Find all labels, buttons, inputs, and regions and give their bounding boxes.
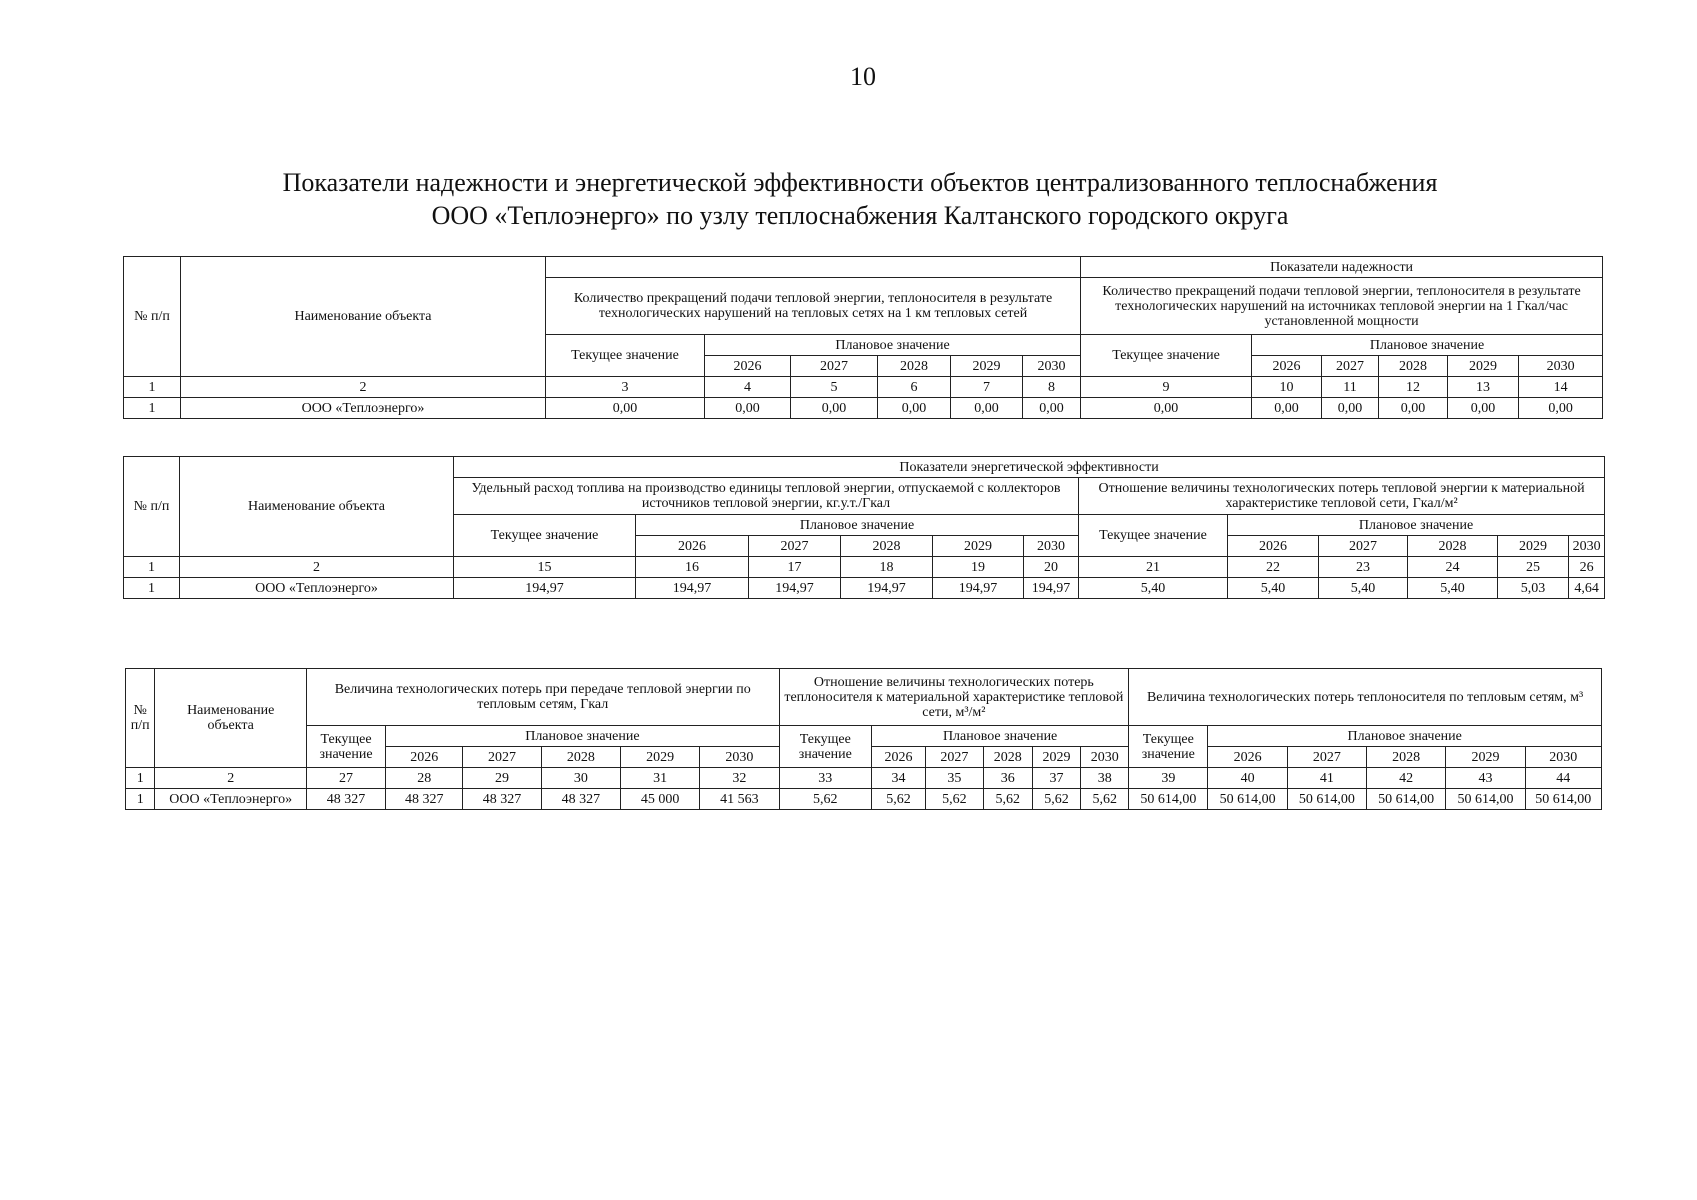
current-value-header: Текущее значение <box>454 515 636 557</box>
index-cell: 14 <box>1519 377 1603 398</box>
data-cell: 5,62 <box>779 789 871 810</box>
current-line: Текущее <box>1142 731 1194 747</box>
index-cell: 29 <box>463 768 541 789</box>
coolant-loss-header: Величина технологических потерь теплоносителя по тепловым сетям, м³ <box>1129 669 1602 726</box>
planned-value-header: Плановое значение <box>1208 726 1602 747</box>
column-index-row <box>124 557 1605 578</box>
year-header: 2028 <box>1408 536 1498 557</box>
num-header: № п/п <box>124 457 180 557</box>
planned-value-header: Плановое значение <box>1228 515 1605 536</box>
data-cell: 5,62 <box>925 789 983 810</box>
data-cell: 0,00 <box>1081 398 1252 419</box>
data-cell: 0,00 <box>1023 398 1081 419</box>
year-header: 2027 <box>463 747 541 768</box>
data-cell: 50 614,00 <box>1525 789 1601 810</box>
data-cell: 5,62 <box>1081 789 1129 810</box>
data-cell: 194,97 <box>1024 578 1079 599</box>
name-header-line: объекта <box>207 718 254 733</box>
year-header: 2028 <box>878 356 951 377</box>
current-value-header <box>1129 726 1208 768</box>
year-header: 2030 <box>1023 356 1081 377</box>
current-line: Текущее <box>799 731 851 747</box>
data-cell: 194,97 <box>636 578 749 599</box>
data-cell: 0,00 <box>1252 398 1322 419</box>
data-cell: 45 000 <box>620 789 699 810</box>
index-cell: 1 <box>126 768 155 789</box>
year-header: 2028 <box>841 536 933 557</box>
data-cell: 0,00 <box>705 398 791 419</box>
index-cell: 10 <box>1252 377 1322 398</box>
data-cell: 194,97 <box>749 578 841 599</box>
source-interruptions-header: Количество прекращений подачи тепловой энергии, теплоносителя в результате технологических нарушений на источниках тепловой энергии на 1 Гкал/час установленной мощности <box>1081 278 1603 335</box>
index-cell: 4 <box>705 377 791 398</box>
year-header: 2027 <box>1319 536 1408 557</box>
year-header: 2026 <box>1208 747 1287 768</box>
year-header: 2030 <box>1569 536 1605 557</box>
data-cell: 5,40 <box>1079 578 1228 599</box>
year-header: 2026 <box>705 356 791 377</box>
year-header: 2027 <box>791 356 878 377</box>
index-cell: 24 <box>1408 557 1498 578</box>
data-cell: 48 327 <box>386 789 463 810</box>
index-cell: 18 <box>841 557 933 578</box>
table-row <box>124 578 1605 599</box>
index-cell: 34 <box>872 768 926 789</box>
current-value-header: Текущее значение <box>1079 515 1228 557</box>
title-line-2: ООО «Теплоэнерго» по узлу теплоснабжения Калтанского городского округа <box>431 201 1289 230</box>
index-cell: 28 <box>386 768 463 789</box>
data-cell: 5,40 <box>1408 578 1498 599</box>
year-header: 2026 <box>386 747 463 768</box>
data-cell: 50 614,00 <box>1208 789 1287 810</box>
data-cell: 5,03 <box>1498 578 1569 599</box>
year-header: 2029 <box>1446 747 1525 768</box>
index-cell: 39 <box>1129 768 1208 789</box>
index-cell: 35 <box>925 768 983 789</box>
num-header: № п/п <box>124 257 181 377</box>
index-cell: 23 <box>1319 557 1408 578</box>
index-cell: 1 <box>124 377 181 398</box>
year-header: 2026 <box>636 536 749 557</box>
data-cell: 0,00 <box>1379 398 1448 419</box>
index-cell: 31 <box>620 768 699 789</box>
year-header: 2028 <box>541 747 620 768</box>
index-cell: 16 <box>636 557 749 578</box>
data-cell: 5,62 <box>872 789 926 810</box>
index-cell: 26 <box>1569 557 1605 578</box>
year-header: 2030 <box>1525 747 1601 768</box>
index-cell: 12 <box>1379 377 1448 398</box>
data-cell: 0,00 <box>546 398 705 419</box>
index-cell: 36 <box>983 768 1032 789</box>
object-name-cell: ООО «Теплоэнерго» <box>180 578 454 599</box>
data-cell: 5,40 <box>1319 578 1408 599</box>
index-cell: 2 <box>180 557 454 578</box>
data-cell: 0,00 <box>951 398 1023 419</box>
index-cell: 17 <box>749 557 841 578</box>
index-cell: 33 <box>779 768 871 789</box>
year-header: 2030 <box>1519 356 1603 377</box>
num-header: № п/п <box>126 669 155 768</box>
object-name-cell: ООО «Теплоэнерго» <box>155 789 306 810</box>
index-cell: 1 <box>124 557 180 578</box>
year-header: 2030 <box>1024 536 1079 557</box>
data-cell: 48 327 <box>463 789 541 810</box>
year-header: 2029 <box>620 747 699 768</box>
object-name-cell: ООО «Теплоэнерго» <box>181 398 546 419</box>
index-cell: 11 <box>1322 377 1379 398</box>
title-line-1: Показатели надежности и энергетической эффективности объектов централизованного теплоснабжения <box>282 168 1438 197</box>
data-cell: 1 <box>124 578 180 599</box>
efficiency-group-title: Показатели энергетической эффективности <box>454 457 1605 478</box>
data-cell: 0,00 <box>791 398 878 419</box>
year-header: 2030 <box>700 747 779 768</box>
year-header: 2030 <box>1081 747 1129 768</box>
data-cell: 5,40 <box>1228 578 1319 599</box>
planned-value-header: Плановое значение <box>872 726 1129 747</box>
year-header: 2029 <box>1498 536 1569 557</box>
index-cell: 40 <box>1208 768 1287 789</box>
data-cell: 194,97 <box>933 578 1024 599</box>
index-cell: 25 <box>1498 557 1569 578</box>
index-cell: 20 <box>1024 557 1079 578</box>
data-cell: 1 <box>126 789 155 810</box>
index-cell: 43 <box>1446 768 1525 789</box>
index-cell: 7 <box>951 377 1023 398</box>
table-row <box>126 789 1602 810</box>
column-index-row <box>126 768 1602 789</box>
index-cell: 32 <box>700 768 779 789</box>
index-cell: 41 <box>1287 768 1366 789</box>
year-header: 2029 <box>951 356 1023 377</box>
index-cell: 2 <box>155 768 306 789</box>
index-cell: 37 <box>1032 768 1081 789</box>
index-cell: 9 <box>1081 377 1252 398</box>
year-header: 2026 <box>1252 356 1322 377</box>
name-header-line: Наименование <box>187 703 275 718</box>
index-cell: 42 <box>1367 768 1446 789</box>
year-header: 2027 <box>925 747 983 768</box>
year-header: 2026 <box>872 747 926 768</box>
data-cell: 4,64 <box>1569 578 1605 599</box>
planned-value-header: Плановое значение <box>705 335 1081 356</box>
losses-table <box>125 668 1602 810</box>
data-cell: 50 614,00 <box>1129 789 1208 810</box>
data-cell: 5,62 <box>1032 789 1081 810</box>
page-number: 10 <box>850 62 876 91</box>
index-cell: 13 <box>1448 377 1519 398</box>
heat-loss-ratio-header: Отношение величины технологических потерь тепловой энергии к материальной характеристике тепловой сети, Гкал/м² <box>1079 478 1605 515</box>
data-cell: 0,00 <box>1448 398 1519 419</box>
index-cell: 2 <box>181 377 546 398</box>
index-cell: 3 <box>546 377 705 398</box>
data-cell: 50 614,00 <box>1446 789 1525 810</box>
year-header: 2029 <box>933 536 1024 557</box>
reliability-table <box>123 256 1603 419</box>
data-cell: 0,00 <box>1519 398 1603 419</box>
empty-group-cell <box>546 257 1081 278</box>
data-cell: 0,00 <box>878 398 951 419</box>
data-cell: 194,97 <box>841 578 933 599</box>
year-header: 2027 <box>1287 747 1366 768</box>
data-cell: 41 563 <box>700 789 779 810</box>
year-header: 2026 <box>1228 536 1319 557</box>
name-header <box>155 669 306 768</box>
current-value-header: Текущее значение <box>546 335 705 377</box>
index-cell: 8 <box>1023 377 1081 398</box>
energy-efficiency-table <box>123 456 1605 599</box>
current-line: значение <box>798 746 852 762</box>
index-cell: 6 <box>878 377 951 398</box>
index-cell: 38 <box>1081 768 1129 789</box>
current-line: Текущее <box>320 731 372 747</box>
current-value-header <box>306 726 385 768</box>
year-header: 2027 <box>1322 356 1379 377</box>
planned-value-header: Плановое значение <box>636 515 1079 536</box>
name-header: Наименование объекта <box>181 257 546 377</box>
coolant-loss-ratio-header: Отношение величины технологических потерь теплоносителя к материальной характеристике тепловой сети, м³/м² <box>779 669 1129 726</box>
data-cell: 50 614,00 <box>1287 789 1366 810</box>
reliability-group-title: Показатели надежности <box>1081 257 1603 278</box>
table-row <box>124 398 1603 419</box>
year-header: 2028 <box>983 747 1032 768</box>
document-title <box>140 166 1580 232</box>
year-header: 2029 <box>1448 356 1519 377</box>
current-line: значение <box>1141 746 1195 762</box>
index-cell: 27 <box>306 768 385 789</box>
planned-value-header: Плановое значение <box>386 726 779 747</box>
data-cell: 5,62 <box>983 789 1032 810</box>
data-cell: 194,97 <box>454 578 636 599</box>
year-header: 2028 <box>1379 356 1448 377</box>
index-cell: 19 <box>933 557 1024 578</box>
index-cell: 30 <box>541 768 620 789</box>
index-cell: 15 <box>454 557 636 578</box>
index-cell: 44 <box>1525 768 1601 789</box>
index-cell: 5 <box>791 377 878 398</box>
data-cell: 48 327 <box>306 789 385 810</box>
year-header: 2027 <box>749 536 841 557</box>
column-index-row <box>124 377 1603 398</box>
data-cell: 50 614,00 <box>1367 789 1446 810</box>
network-interruptions-header: Количество прекращений подачи тепловой энергии, теплоносителя в результате технологических нарушений на тепловых сетях на 1 км тепловых сетей <box>546 278 1081 335</box>
year-header: 2029 <box>1032 747 1081 768</box>
current-value-header: Текущее значение <box>1081 335 1252 377</box>
name-header: Наименование объекта <box>180 457 454 557</box>
fuel-consumption-header: Удельный расход топлива на производство единицы тепловой энергии, отпускаемой с коллекторов источников тепловой энергии, кг.у.т./Гкал <box>454 478 1079 515</box>
current-line: значение <box>319 746 373 762</box>
planned-value-header: Плановое значение <box>1252 335 1603 356</box>
index-cell: 21 <box>1079 557 1228 578</box>
year-header: 2028 <box>1367 747 1446 768</box>
heat-loss-header: Величина технологических потерь при передаче тепловой энергии по тепловым сетям, Гкал <box>306 669 779 726</box>
data-cell: 48 327 <box>541 789 620 810</box>
index-cell: 22 <box>1228 557 1319 578</box>
current-value-header <box>779 726 871 768</box>
data-cell: 0,00 <box>1322 398 1379 419</box>
data-cell: 1 <box>124 398 181 419</box>
